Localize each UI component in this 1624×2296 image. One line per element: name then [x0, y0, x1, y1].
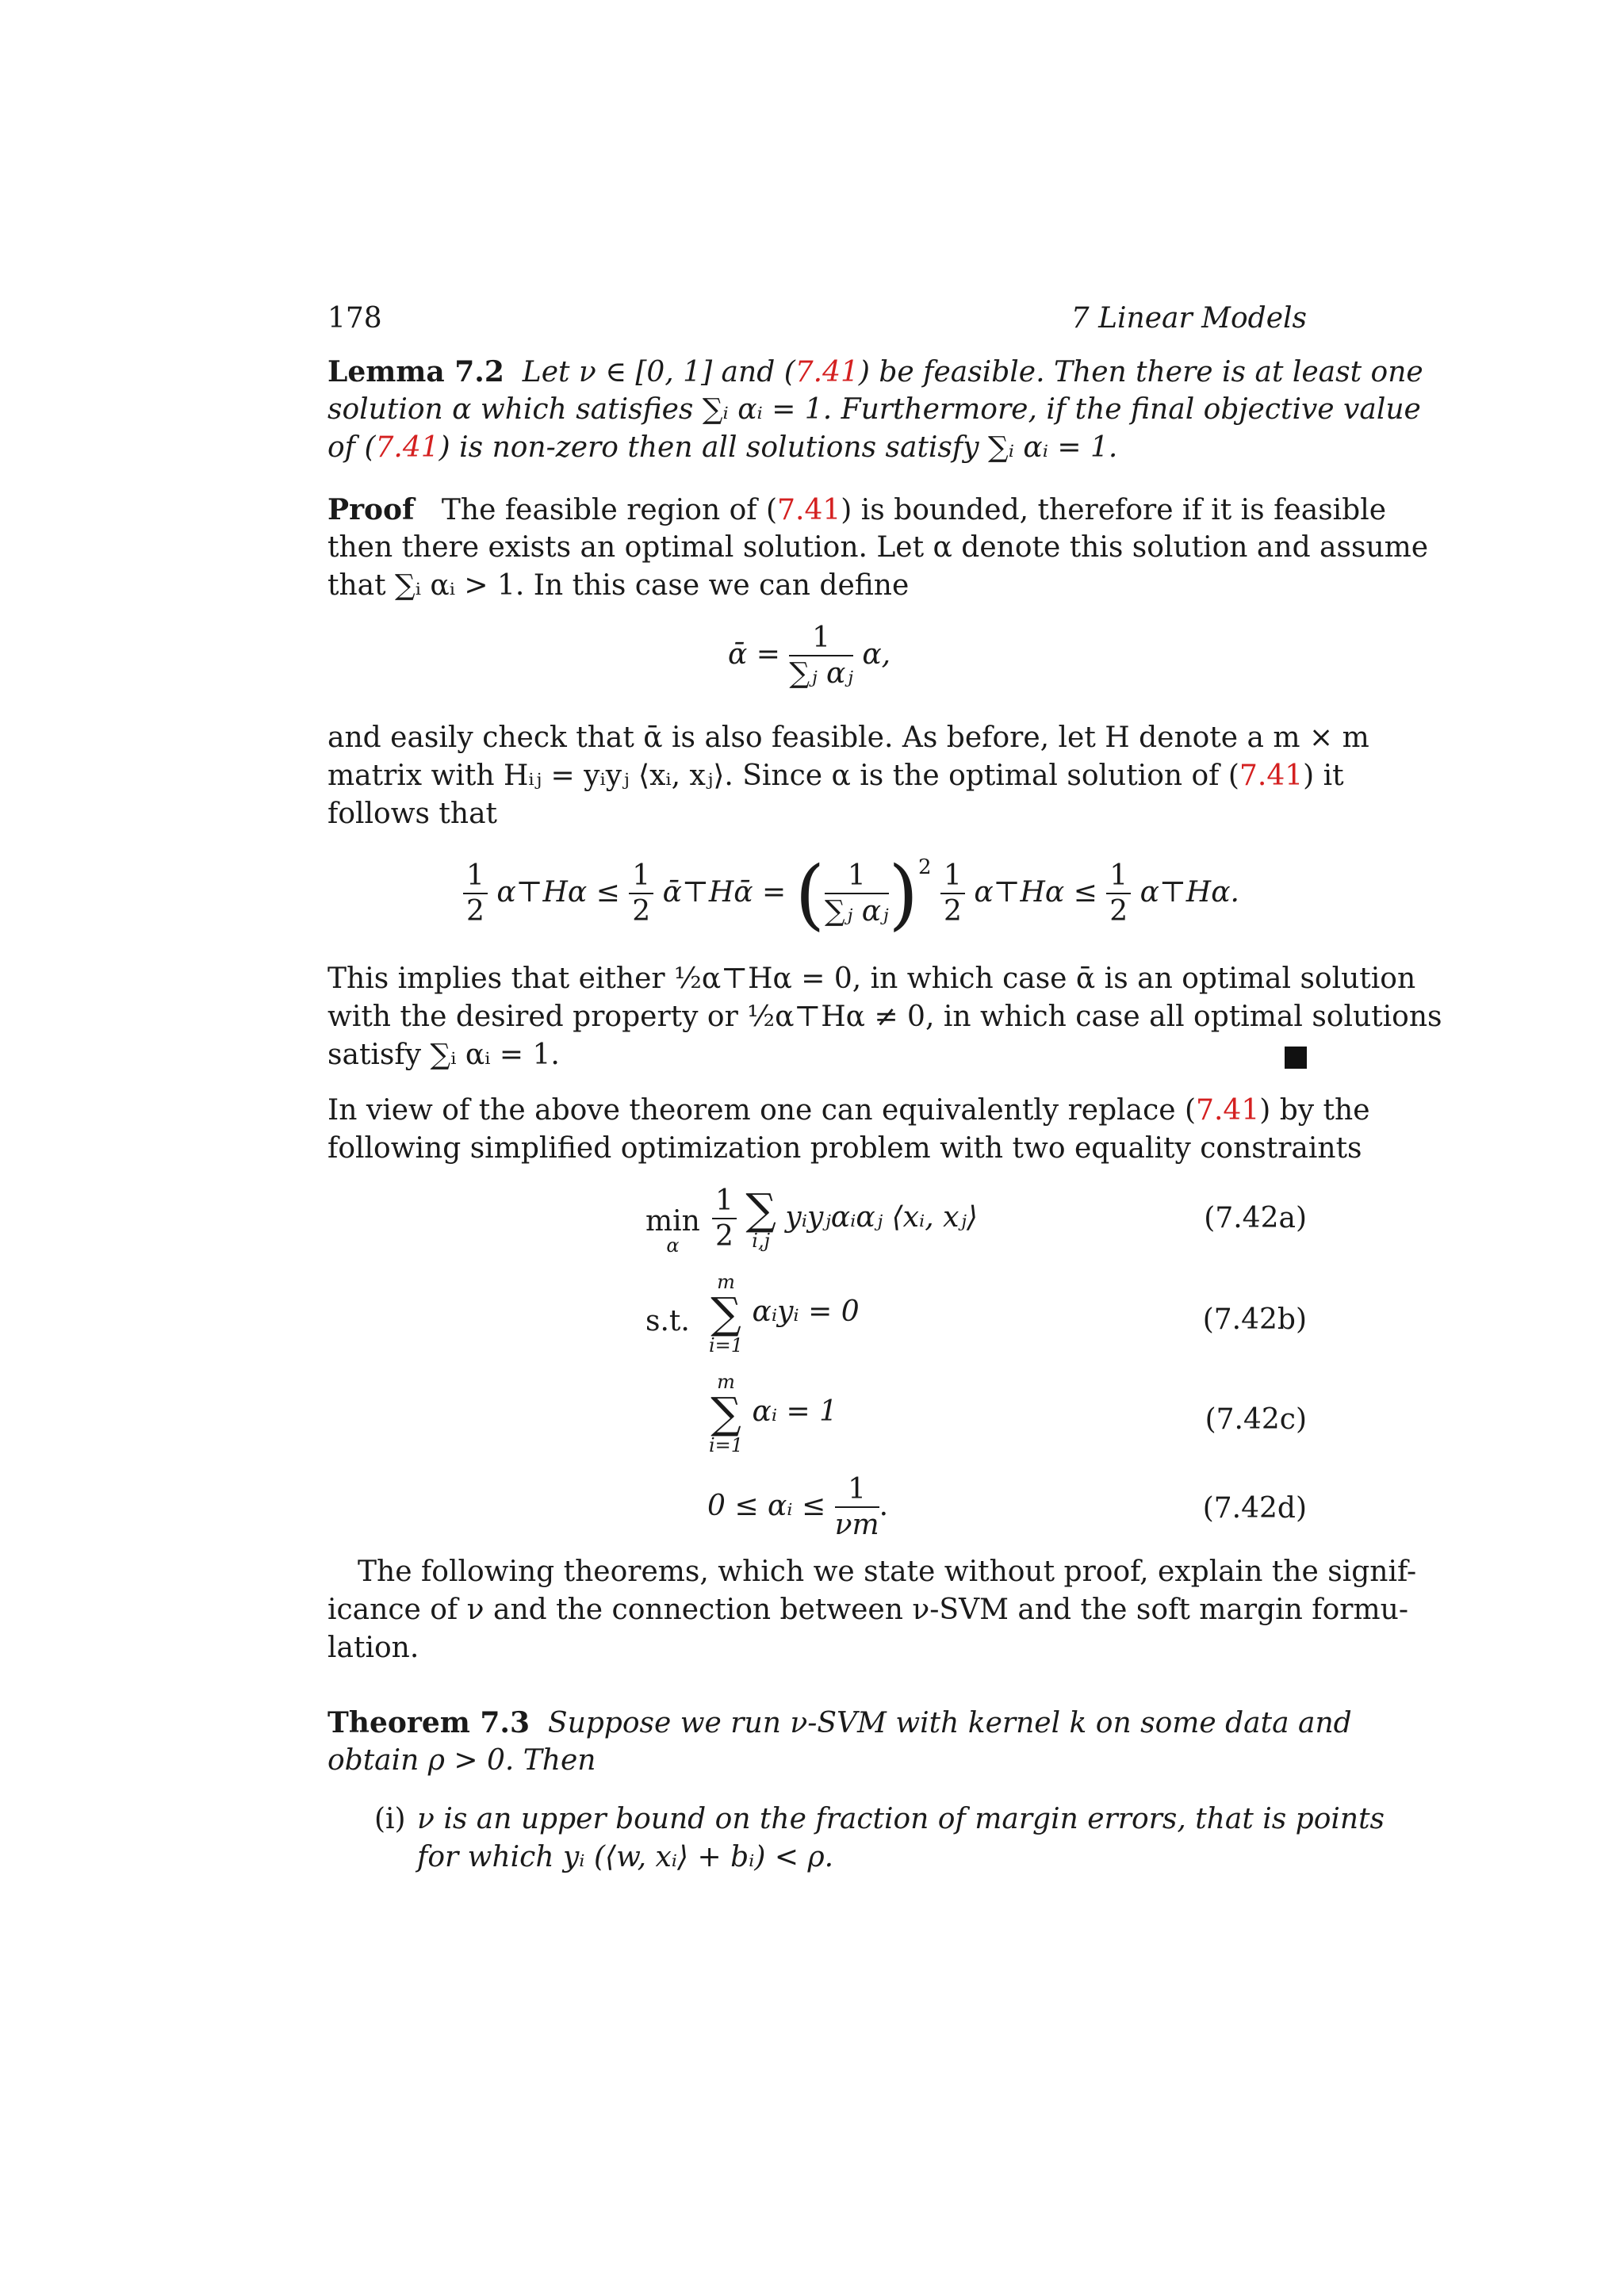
lemma-label: Lemma 7.2 [327, 355, 504, 388]
min-operator: min α [645, 1205, 700, 1257]
sum-symbol: ∑ i,j [745, 1184, 776, 1252]
proof-line-8: with the desired property or ½α⊤Hα ≠ 0, in which case all optimal solutions [327, 1001, 1442, 1033]
lemma-line-3: of (7.41) is non-zero then all solutions satisfy ∑ᵢ αᵢ = 1. [327, 431, 1118, 464]
lemma-line-1: Lemma 7.2 Let ν ∈ [0, 1] and (7.41) be feasible. Then there is at least one [327, 355, 1423, 388]
constraint-2: m ∑ i=1 αᵢ = 1 [709, 1371, 838, 1456]
sum-symbol: m ∑ i=1 [709, 1271, 744, 1357]
theorem-line-2: obtain ρ > 0. Then [327, 1744, 596, 1777]
theorem-line-1: Theorem 7.3 Suppose we run ν-SVM with kernel k on some data and [327, 1706, 1352, 1739]
page-number: 178 [327, 302, 382, 335]
item-line-1: ν is an upper bound on the fraction of margin errors, that is points [417, 1803, 1385, 1835]
equation-number: (7.42b) [1202, 1303, 1307, 1336]
subject-to-label: s.t. [645, 1305, 690, 1337]
after-proof-line-1: In view of the above theorem one can equivalently replace (7.41) by the [327, 1094, 1370, 1127]
equation-ref-link[interactable]: 7.41 [777, 494, 841, 526]
lemma-line-2: solution α which satisfies ∑ᵢ αᵢ = 1. Furthermore, if the final objective value [327, 393, 1421, 426]
equation-alpha-bar: ᾱ = $\frac{1}{\text{∑ⱼ αⱼ}}$ α, [728, 622, 891, 690]
para-line-1: The following theorems, which we state without proof, explain the signif- [358, 1556, 1417, 1588]
constraint-3: 0 ≤ αᵢ ≤ $\frac{1}{\nu m}$ . [707, 1473, 889, 1541]
objective: $\frac{1}{2}$ ∑ i,j yᵢyⱼαᵢαⱼ ⟨xᵢ, xⱼ⟩ [712, 1184, 978, 1254]
equation-ref-link[interactable]: 7.41 [795, 356, 859, 388]
constraint-1: m ∑ i=1 αᵢyᵢ = 0 [709, 1271, 860, 1357]
item-label: (i) [374, 1803, 406, 1835]
equation-ref-link[interactable]: 7.41 [1239, 760, 1304, 792]
proof-line-5: matrix with Hᵢⱼ = yᵢyⱼ ⟨xᵢ, xⱼ⟩. Since α is the optimal solution of (7.41) it [327, 760, 1344, 792]
proof-line-4: and easily check that ᾱ is also feasible. As before, let H denote a m × m [327, 721, 1369, 754]
equation-number: (7.42d) [1202, 1492, 1307, 1525]
left-paren: ( [795, 850, 825, 939]
proof-line-3: that ∑ᵢ αᵢ > 1. In this case we can define [327, 569, 910, 602]
after-proof-line-2: following simplified optimization problem with two equality constraints [327, 1132, 1362, 1165]
theorem-label: Theorem 7.3 [327, 1706, 530, 1739]
para-line-3: lation. [327, 1632, 419, 1664]
equation-number: (7.42a) [1204, 1202, 1307, 1234]
equation-ref-link[interactable]: 7.41 [375, 431, 439, 464]
equation-quadratic-chain: $\frac{1}{2}$ α⊤Hα ≤ $\frac{1}{2}$ ᾱ⊤Hᾱ = ( $\frac{1}{\text{∑ⱼ αⱼ}}$ )$^2$ $\frac{1}{2}$ α⊤Hα ≤ $\frac{1}{2}$ α⊤Hα. [463, 850, 1239, 939]
fraction: $\frac{1}{\text{∑ⱼ αⱼ}}$ [789, 622, 853, 690]
proof-line-7: This implies that either ½α⊤Hα = 0, in which case ᾱ is an optimal solution [327, 962, 1416, 995]
equation-ref-link[interactable]: 7.41 [1196, 1094, 1260, 1127]
running-title: 7 Linear Models [1071, 302, 1307, 335]
proof-line-6: follows that [327, 798, 498, 830]
proof-label: Proof [327, 493, 415, 526]
item-line-2: for which yᵢ (⟨w, xᵢ⟩ + bᵢ) < ρ. [417, 1841, 834, 1873]
para-line-2: icance of ν and the connection between ν-SVM and the soft margin formu- [327, 1594, 1408, 1626]
right-paren: ) [888, 850, 918, 939]
qed-square-icon [1285, 1047, 1307, 1069]
sum-symbol: m ∑ i=1 [709, 1371, 744, 1456]
equation-number: (7.42c) [1205, 1403, 1307, 1436]
proof-line-1: Proof The feasible region of (7.41) is bounded, therefore if it is feasible [327, 493, 1387, 526]
proof-line-2: then there exists an optimal solution. Let α denote this solution and assume [327, 531, 1429, 564]
proof-line-9: satisfy ∑ᵢ αᵢ = 1. [327, 1039, 560, 1071]
